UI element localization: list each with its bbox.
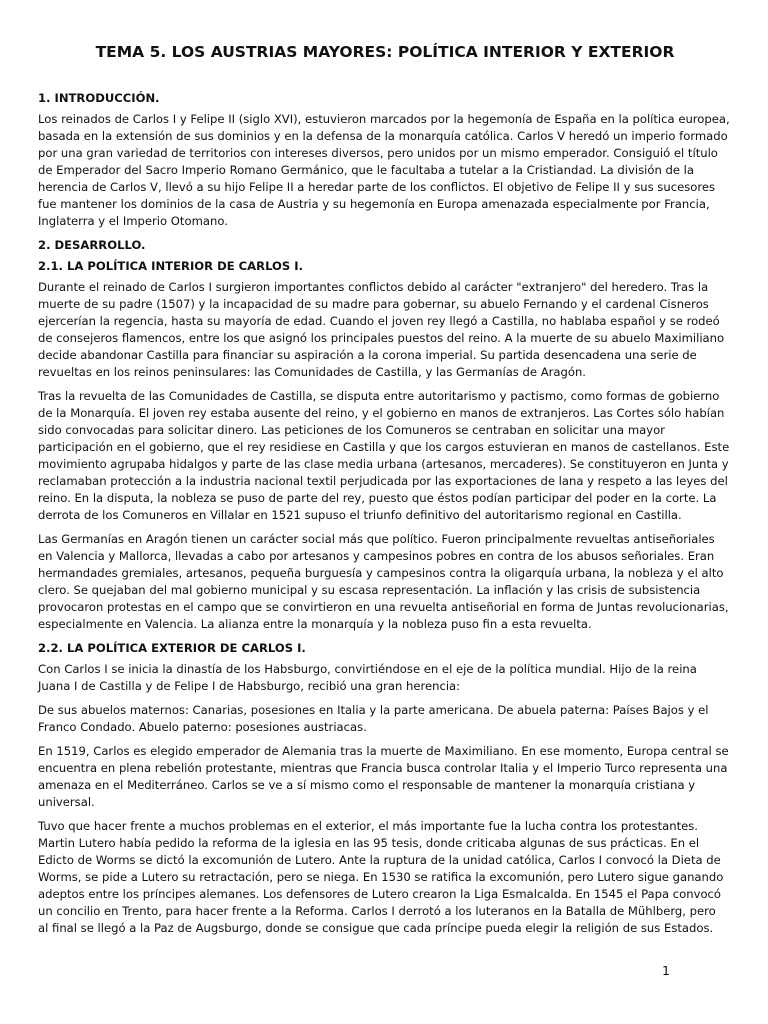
text-line: adeptos entre los príncipes alemanes. Los defensores de Lutero crearon la Liga Esmalcalda. En 1545 el Papa convocó <box>38 887 722 901</box>
text-line: Las Germanías en Aragón tienen un carácter social más que político. Fueron principalmente revueltas antiseñoriales <box>38 532 715 546</box>
text-line: por una gran variedad de territorios con intereses diversos, pero unidos por un mismo emperador. Consiguió el título <box>38 146 718 160</box>
text-line: clero. Se quejaban del mal gobierno municipal y su escasa representación. La inflación y las crisis de subsistencia <box>38 583 701 597</box>
text-line: herencia de Carlos V, llevó a su hijo Felipe II a heredar parte de los conflictos. El objetivo de Felipe II y sus sucesores <box>38 180 716 194</box>
heading-desarrollo: 2. DESARROLLO. <box>38 238 146 252</box>
text-line: Los reinados de Carlos I y Felipe II (siglo XVI), estuvieron marcados por la hegemonía de España en la política europea, <box>38 112 730 126</box>
document-title: TEMA 5. LOS AUSTRIAS MAYORES: POLÍTICA INTERIOR Y EXTERIOR <box>95 43 675 61</box>
paragraph-germanias <box>38 531 732 633</box>
text-line: Tuvo que hacer frente a muchos problemas en el exterior, el más importante fue la lucha contra los protestantes. <box>38 819 698 833</box>
text-line: participación en el gobierno, que el rey residiese en Castilla y que los cargos estuvieran en manos de castellanos. Este <box>38 440 730 454</box>
text-line: Juana I de Castilla y de Felipe I de Habsburgo, recibió una gran herencia: <box>38 679 461 693</box>
text-line: De sus abuelos maternos: Canarias, posesiones en Italia y la parte americana. De abuela paterna: Países Bajos y el <box>38 703 709 717</box>
page-number: 1 <box>662 963 670 978</box>
heading-introduccion: 1. INTRODUCCIÓN. <box>38 91 160 105</box>
text-line: de consejeros flamencos, entre los que asignó los principales puestos del reino. A la muerte de su abuelo Maximiliano <box>38 331 725 345</box>
paragraph-emperador <box>38 743 732 811</box>
document-page <box>38 40 732 944</box>
text-line: de la Monarquía. El joven rey estaba ausente del reino, y el gobierno en manos de extranjeros. Las Cortes sólo habían <box>38 406 725 420</box>
text-line: sido convocadas para solicitar dinero. Las peticiones de los Comuneros se centraban en solicitar una mayor <box>38 423 665 437</box>
text-line: hermandades gremiales, artesanos, pequeña burguesía y campesinos contra la oligarquía urbana, la nobleza y el alto <box>38 566 724 580</box>
text-line: encuentra en plena rebelión protestante, mientras que Francia busca controlar Italia y el Imperio Turco representa una <box>38 761 728 775</box>
paragraph-introduccion <box>38 111 732 230</box>
paragraph-protestantes <box>38 818 732 937</box>
heading-politica-exterior: 2.2. LA POLÍTICA EXTERIOR DE CARLOS I. <box>38 641 306 655</box>
paragraph-politica-interior-1 <box>38 279 732 381</box>
text-line: revueltas en los reinos peninsulares: las Comunidades de Castilla, y las Germanías de Aragón. <box>38 365 586 379</box>
text-line: especialmente en Valencia. La alianza entre la monarquía y la nobleza puso fin a esta revuelta. <box>38 617 592 631</box>
text-line: en Valencia y Mallorca, llevadas a cabo por artesanos y campesinos pobres en contra de los abusos señoriales. Eran <box>38 549 715 563</box>
text-line: de Emperador del Sacro Imperio Romano Germánico, que le facultaba a tutelar a la Cristiandad. La división de la <box>38 163 694 177</box>
text-line: universal. <box>38 795 95 809</box>
text-line: Inglaterra y el Imperio Otomano. <box>38 214 228 228</box>
heading-politica-interior: 2.1. LA POLÍTICA INTERIOR DE CARLOS I. <box>38 259 303 273</box>
text-line: un concilio en Trento, para hacer frente a la Reforma. Carlos I derrotó a los luteranos en la Batalla de Mühlberg, pero <box>38 904 716 918</box>
text-line: Durante el reinado de Carlos I surgieron importantes conflictos debido al carácter "extranjero" del heredero. Tras la <box>38 280 709 294</box>
text-line: movimiento agrupaba hidalgos y parte de las clase media urbana (artesanos, mercaderes). Se constituyeron en Junta y <box>38 457 729 471</box>
text-line: Worms, se pide a Lutero su retractación, pero se niega. En 1530 se ratifica la excomunión, pero Lutero sigue ganando <box>38 870 724 884</box>
text-line: reino. En la disputa, la nobleza se puso de parte del rey, puesto que éstos podían participar del poder en la corte. La <box>38 491 717 505</box>
text-line: provocaron protestas en el campo que se convirtieron en una revuelta antiseñorial en forma de Juntas revolucionarias, <box>38 600 729 614</box>
paragraph-comunidades <box>38 388 732 524</box>
text-line: amenaza en el Mediterráneo. Carlos se ve a sí mismo como el responsable de mantener la monarquía cristiana y <box>38 778 696 792</box>
text-line: Franco Condado. Abuelo paterno: posesiones austriacas. <box>38 720 367 734</box>
paragraph-herencia <box>38 702 732 736</box>
text-line: fue mantener los dominios de la casa de Austria y su hegemonía en Europa amenazada especialmente por Francia, <box>38 197 710 211</box>
text-line: ejercerían la regencia, hasta su mayoría de edad. Cuando el joven rey llegó a Castilla, no hablaba español y se rodeó <box>38 314 720 328</box>
text-line: Martin Lutero había pedido la reforma de la iglesia en las 95 tesis, donde criticaba algunas de sus prácticas. En el <box>38 836 700 850</box>
text-line: En 1519, Carlos es elegido emperador de Alemania tras la muerte de Maximiliano. En ese momento, Europa central se <box>38 744 729 758</box>
text-line: al final se llegó a la Paz de Augsburgo, donde se consigue que cada príncipe pueda elegir la religión de sus Estados. <box>38 921 714 935</box>
text-line: basada en la extensión de sus dominios y en la defensa de la monarquía católica. Carlos V heredó un imperio formado <box>38 129 728 143</box>
text-line: Tras la revuelta de las Comunidades de Castilla, se disputa entre autoritarismo y pactismo, como formas de gobierno <box>38 389 720 403</box>
text-line: derrota de los Comuneros en Villalar en 1521 supuso el triunfo definitivo del autoritarismo regional en Castilla. <box>38 508 682 522</box>
paragraph-habsburgo <box>38 661 732 695</box>
text-line: muerte de su padre (1507) y la incapacidad de su madre para gobernar, su abuelo Fernando y el cardenal Cisneros <box>38 297 709 311</box>
text-line: reclamaban protección a la industria nacional textil perjudicada por las exportaciones de lana y respeto a las leyes del <box>38 474 728 488</box>
text-line: Con Carlos I se inicia la dinastía de los Habsburgo, convirtiéndose en el eje de la política mundial. Hijo de la reina <box>38 662 697 676</box>
text-line: Edicto de Worms se dictó la excomunión de Lutero. Ante la ruptura de la unidad católica, Carlos I convocó la Dieta de <box>38 853 721 867</box>
text-line: decide abandonar Castilla para financiar su aspiración a la corona imperial. Su partida desencadena una serie de <box>38 348 697 362</box>
document-body <box>38 90 732 937</box>
